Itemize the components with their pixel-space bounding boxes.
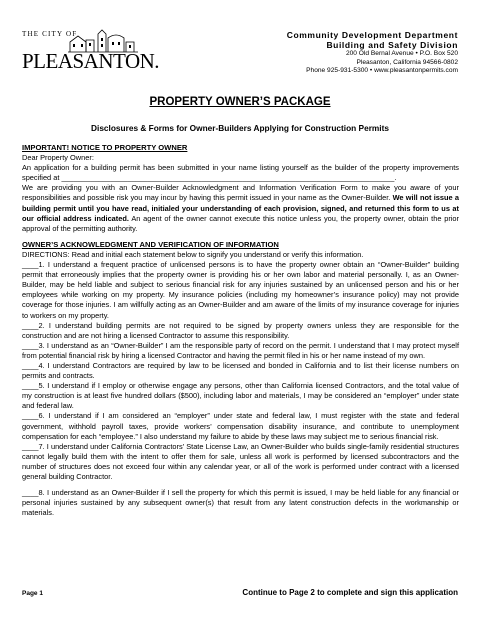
ack-item-3: ____3. I understand as an “Owner-Builder” I am the responsible party of record on the permit. I understand that I may protect myself from potential financial risk by hiring a licensed Contractor and having the permit filed in his or her name instead of my own. [22,340,459,360]
notice-heading: IMPORTANT! NOTICE TO PROPERTY OWNER [22,143,188,152]
ack-item-6: ____6. I understand if I am considered an “employer” under state and federal law, I must register with the state and federal government, withhold payroll taxes, provide workers’ compensation disability insurance, and contribute to unemployment compensation for each “employee.” I also understand my failure to abide by these laws may subject me to serious financial risk. [22,411,459,441]
city-logo [22,30,160,74]
notice-paragraph-2 [22,183,459,233]
document-body [22,143,459,518]
notice-p2-end: An agent of the owner cannot execute this notice unless you, the property owner, obtain the prior approval of the permitting authority. [22,213,459,233]
department-name: Community Development Department [286,30,458,40]
page-number: Page 1 [22,590,43,597]
ack-item-8: ____8. I understand as an Owner-Builder if I sell the property for which this permit is issued, I may be held liable for any financial or personal injuries sustained by any subsequent owner(s) that result from any latent construction defects in the workmanship or materials. [22,488,459,518]
logo-top-text: THE CITY OF [22,30,78,38]
ack-item-4: ____4. I understand Contractors are required by law to be licensed and bonded in California and to list their license numbers on permits and contracts. [22,360,459,381]
greeting: Dear Property Owner: [22,153,94,163]
notice-p2-bold: We will not issue a building permit until you have read, initialed your understanding of each provision, signed, and returned this form to us at our official address indicated. [22,193,459,223]
notice-paragraph-1: An application for a building permit has been submitted in your name listing yourself as the builder of the property improvements specified at _________________________________________________________________________________. [22,163,459,183]
ack-item-1: ____1. I understand a frequent practice of unlicensed persons is to have the property owner obtain an “Owner-Builder” building permit that erroneously implies that the property owner is providing his or her own labor and material personally. I, as an Owner-Builder, may be held liable and subject to serious financial risk for any injuries sustained by an unlicensed person and his or her employees while working on my property. My insurance policies (including my homeowner’s insurance policy) may not provide coverage for those injuries. I am willfully acting as an Owner-Builder and am aware of the limits of my insurance coverage for injuries to workers on my property. [22,260,459,320]
address-line-2: Pleasanton, California 94566-0802 [356,58,458,66]
notice-p2-text: We are providing you with an Owner-Builder Acknowledgment and Information Verification Form to make you aware of your responsibilities and possible risk you may incur by having this permit issued in your name as the Owner-Builder. [22,183,459,203]
address-line-1: 200 Old Bernal Avenue • P.O. Box 520 [345,50,458,57]
logo-city-name: PLEASANTON. [22,49,160,73]
page-subtitle: Disclosures & Forms for Owner-Builders Applying for Construction Permits [91,123,389,133]
ack-heading: OWNER’S ACKNOWLEDGMENT AND VERIFICATION OF INFORMATION [22,239,279,249]
contact-line: Phone 925-931-5300 • www.pleasantonpermits.com [306,67,458,74]
continue-note: Continue to Page 2 to complete and sign this application [242,588,458,597]
ack-item-2: ____2. I understand building permits are not required to be signed by property owners unless they are responsible for the construction and are not hiring a licensed Contractor to assume this responsibility. [22,320,459,340]
department-header [218,30,458,76]
division-name: Building and Safety Division [326,40,458,50]
ack-item-5: ____5. I understand if I employ or otherwise engage any persons, other than California licensed Contractors, and the total value of my construction is at least five hundred dollars ($500), including labor and materials, I may be considered an “employer” under state and federal law. [22,381,459,411]
ack-item-7: ____7. I understand under California Contractors’ State License Law, an Owner-Builder who builds single-family residential structures cannot legally build them with the intent to offer them for sale, unless all work is performed by licensed subcontractors and the number of structures does not exceed four within any calendar year, or all of the work is performed under contract with a licensed general building Contractor. [22,441,459,481]
page-title: PROPERTY OWNER’S PACKAGE [149,96,331,108]
ack-directions: DIRECTIONS: Read and initial each statement below to signify you understand or verify this information. [22,249,364,259]
